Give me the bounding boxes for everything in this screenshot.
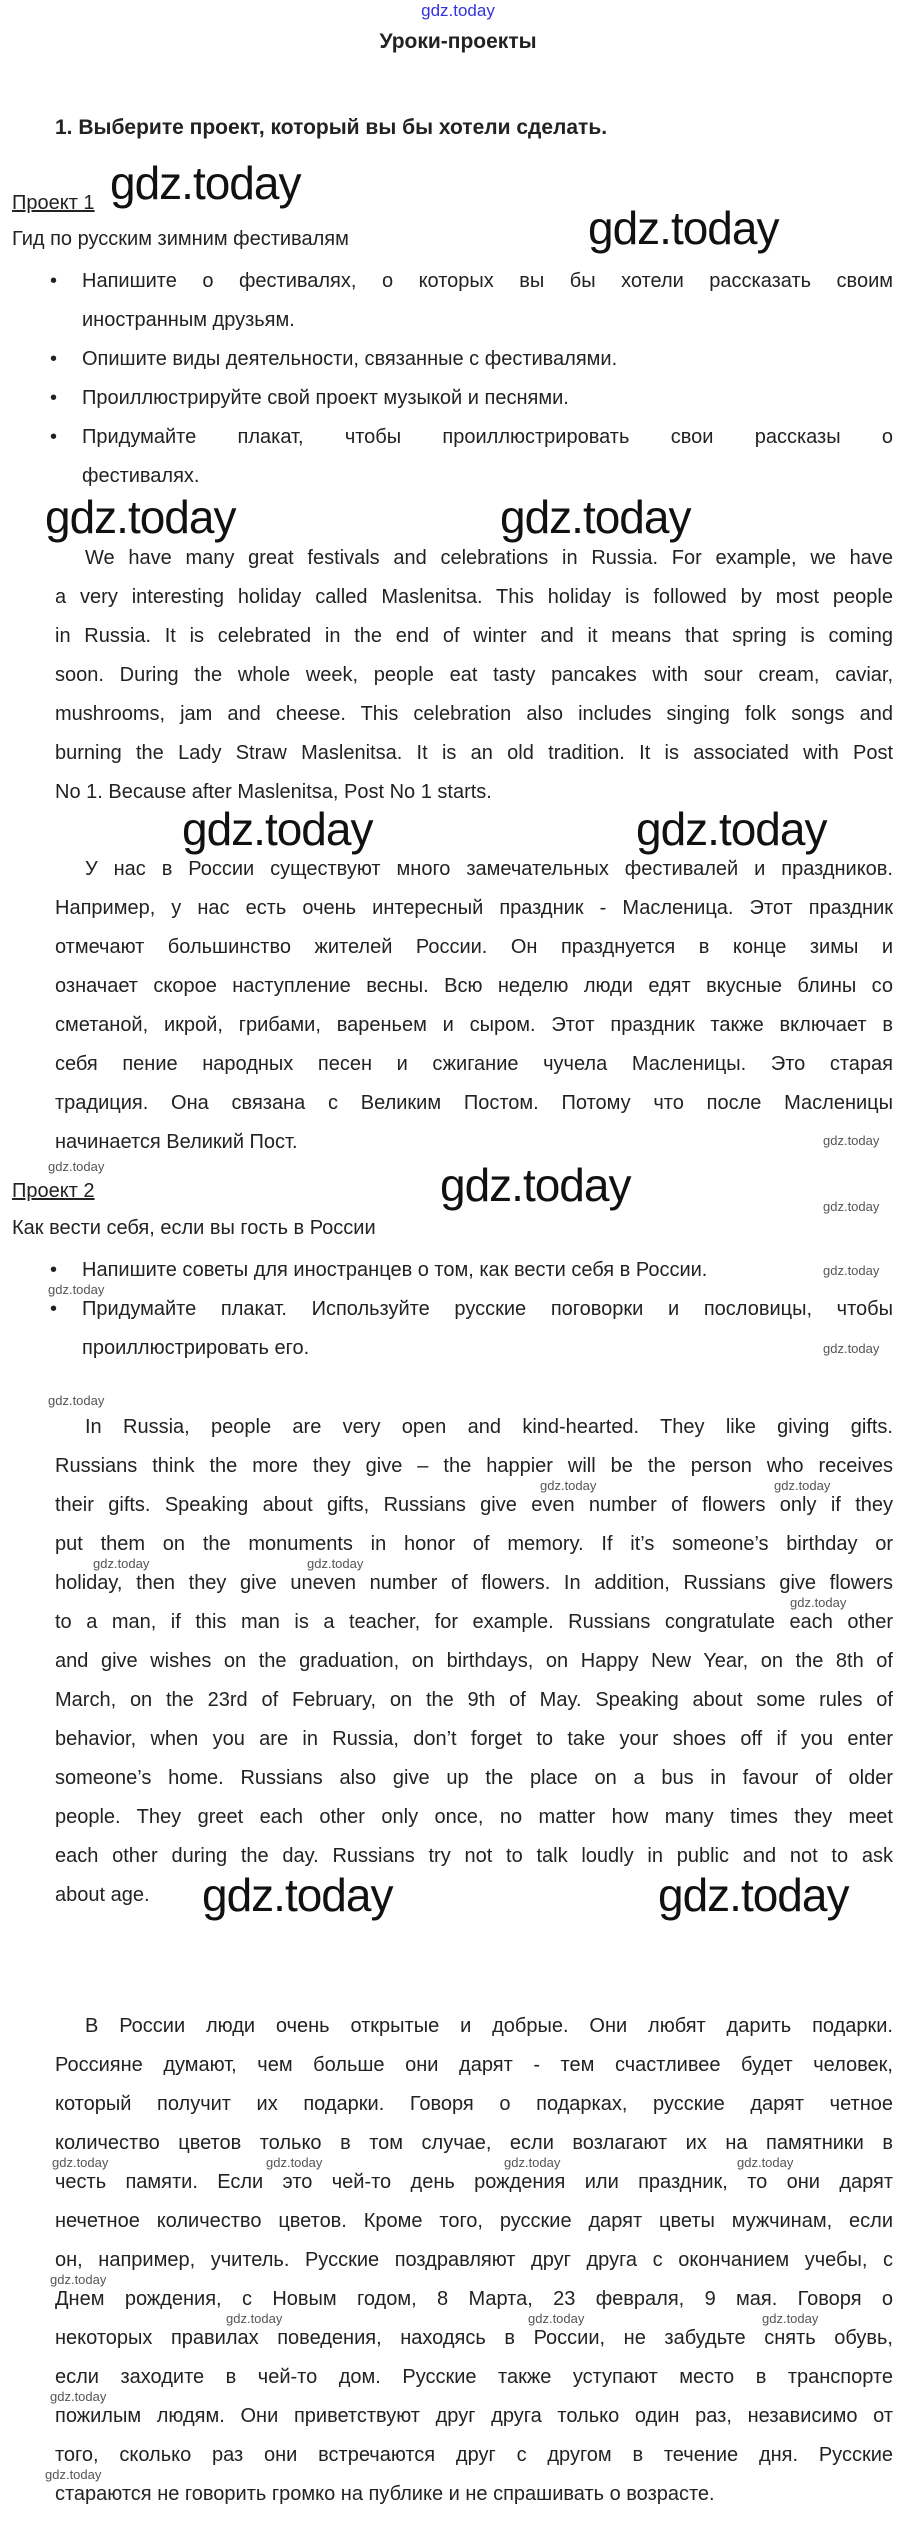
- text-line: [55, 1727, 893, 1751]
- text-line-content: soon. During the whole week, people eat tasty pancakes with sour cream, caviar,: [55, 664, 893, 686]
- project-1-subtitle: Гид по русским зимним фестивалям: [12, 228, 349, 250]
- text-line-content: Россияне думают, чем больше они дарят - тем счастливее будет человек,: [55, 2054, 893, 2076]
- watermark: gdz.today: [93, 1556, 150, 1571]
- text-line: [55, 1532, 893, 1556]
- text-line: [55, 1688, 893, 1712]
- text-line-content: in Russia. It is celebrated in the end of winter and it means that spring is coming: [55, 625, 893, 647]
- text-line: [82, 1258, 707, 1282]
- text-line: [55, 1844, 893, 1868]
- text-line: [55, 1493, 893, 1517]
- watermark: gdz.today: [50, 2389, 107, 2404]
- text-line: [55, 2092, 893, 2116]
- watermark: gdz.today: [48, 1159, 105, 1174]
- text-line-content: количество цветов только в том случае, если возлагают их на памятники в: [55, 2132, 893, 2154]
- text-line: [55, 2326, 893, 2350]
- watermark: gdz.today: [50, 2272, 107, 2287]
- text-line: [55, 2014, 893, 2038]
- text-line-content: Днем рождения, с Новым годом, 8 Марта, 23 февраля, 9 мая. Говоря о: [55, 2288, 893, 2310]
- text-line: [55, 780, 492, 804]
- project-1-text-en: [55, 546, 893, 819]
- text-line: [82, 1336, 309, 1360]
- watermark: gdz.today: [588, 202, 779, 254]
- watermark: gdz.today: [823, 1133, 880, 1148]
- text-line: [55, 1130, 298, 1154]
- text-line: [55, 1766, 893, 1790]
- watermark: gdz.today: [790, 1595, 847, 1610]
- text-line: [82, 464, 200, 488]
- text-line-content: стараются не говорить громко на публике и не спрашивать о возрасте.: [55, 2483, 715, 2505]
- text-line: [55, 2170, 893, 2194]
- watermark: gdz.today: [658, 1869, 849, 1921]
- text-line-content: У нас в России существуют много замечательных фестивалей и праздников.: [85, 858, 893, 880]
- project-2-label: Проект 2: [12, 1180, 95, 1202]
- watermark: gdz.today: [500, 491, 691, 543]
- watermark: gdz.today: [110, 157, 301, 209]
- bullet-item: [50, 425, 893, 488]
- bullet-item: [50, 386, 893, 410]
- text-line-content: Придумайте плакат, чтобы проиллюстрировать свои рассказы о: [82, 426, 893, 448]
- text-line-content: someone’s home. Russians also give up the place on a bus in favour of older: [55, 1767, 893, 1789]
- bullet-item: [50, 347, 893, 371]
- text-line: [55, 1091, 893, 1115]
- text-line: [55, 2053, 893, 2077]
- text-line-content: фестивалях.: [82, 465, 200, 487]
- text-line-content: burning the Lady Straw Maslenitsa. It is an old tradition. It is associated with Post: [55, 742, 893, 764]
- text-line-content: and give wishes on the graduation, on birthdays, on Happy New Year, on the 8th of: [55, 1650, 893, 1672]
- bullet-icon: •: [50, 348, 58, 370]
- watermark: gdz.today: [266, 2155, 323, 2170]
- text-line: [55, 663, 893, 687]
- text-line-content: нечетное количество цветов. Кроме того, русские дарят цветы мужчинам, если: [55, 2210, 893, 2232]
- text-line: [55, 1805, 893, 1829]
- watermark: gdz.today: [182, 803, 373, 855]
- text-line-content: Проиллюстрируйте свой проект музыкой и песнями.: [82, 387, 569, 409]
- text-line: [82, 269, 893, 293]
- watermark: gdz.today: [528, 2311, 585, 2326]
- watermark: gdz.today: [307, 1556, 364, 1571]
- bullet-item: [50, 1297, 893, 1360]
- text-line-content: пожилым людям. Они приветствуют друг друга только один раз, независимо от: [55, 2405, 893, 2427]
- watermark: gdz.today: [45, 2467, 102, 2482]
- text-line: [55, 2365, 893, 2389]
- text-line-content: a very interesting holiday called Maslenitsa. This holiday is followed by most people: [55, 586, 893, 608]
- text-line-content: their gifts. Speaking about gifts, Russians give even number of flowers only if they: [55, 1494, 893, 1516]
- text-line-content: people. They greet each other only once, no matter how many times they meet: [55, 1806, 893, 1828]
- bullet-item: [50, 269, 893, 332]
- text-line-content: put them on the monuments in honor of memory. If it’s someone’s birthday or: [55, 1533, 893, 1555]
- text-line: [82, 308, 295, 332]
- bullet-icon: •: [50, 270, 58, 292]
- text-line: [82, 386, 569, 410]
- text-line-content: Придумайте плакат. Используйте русские поговорки и пословицы, чтобы: [82, 1298, 893, 1320]
- watermark: gdz.today: [48, 1393, 105, 1408]
- text-line: [55, 2443, 893, 2467]
- bullet-item: [50, 1258, 893, 1282]
- text-line: [55, 1883, 150, 1907]
- text-line-content: того, сколько раз они встречаются друг с другом в течение дня. Русские: [55, 2444, 893, 2466]
- text-line-content: behavior, when you are in Russia, don’t forget to take your shoes off if you enter: [55, 1728, 893, 1750]
- watermark: gdz.today: [48, 1282, 105, 1297]
- project-2-subtitle: Как вести себя, если вы гость в России: [12, 1217, 376, 1239]
- text-line-content: We have many great festivals and celebrations in Russia. For example, we have: [85, 547, 893, 569]
- watermark: gdz.today: [504, 2155, 561, 2170]
- project-1-label: Проект 1: [12, 192, 95, 214]
- text-line: [55, 2404, 893, 2428]
- text-line: [55, 741, 893, 765]
- project-1-bullets: [50, 269, 893, 503]
- text-line-content: In Russia, people are very open and kind-hearted. They like giving gifts.: [85, 1416, 893, 1438]
- watermark: gdz.today: [440, 1159, 631, 1211]
- task-heading: 1. Выберите проект, который вы бы хотели сделать.: [55, 116, 608, 139]
- watermark: gdz.today: [45, 491, 236, 543]
- text-line: [55, 2248, 893, 2272]
- text-line-content: В России люди очень открытые и добрые. Они любят дарить подарки.: [85, 2015, 893, 2037]
- text-line-content: March, on the 23rd of February, on the 9th of May. Speaking about some rules of: [55, 1689, 893, 1711]
- text-line: [55, 1454, 893, 1478]
- text-line: [55, 1571, 893, 1595]
- text-line-content: Напишите о фестивалях, о которых вы бы хотели рассказать своим: [82, 270, 893, 292]
- text-line-content: себя пение народных песен и сжигание чучела Масленицы. Это старая: [55, 1053, 893, 1075]
- watermark: gdz.today: [823, 1199, 880, 1214]
- bullet-icon: •: [50, 426, 58, 448]
- text-line: [55, 1610, 893, 1634]
- bullet-icon: •: [50, 387, 58, 409]
- text-line: [55, 935, 893, 959]
- text-line: [55, 546, 893, 570]
- text-line: [55, 1649, 893, 1673]
- watermark: gdz.today: [52, 2155, 109, 2170]
- watermark: gdz.today: [774, 1478, 831, 1493]
- text-line-content: Например, у нас есть очень интересный праздник - Масленица. Этот праздник: [55, 897, 893, 919]
- text-line: [55, 2482, 715, 2506]
- project-1-text-ru: [55, 857, 893, 1169]
- text-line-content: честь памяти. Если это чей-то день рождения или праздник, то они дарят: [55, 2171, 893, 2193]
- text-line-content: holiday, then they give uneven number of flowers. In addition, Russians give flowers: [55, 1572, 893, 1594]
- text-line-content: сметаной, икрой, грибами, вареньем и сыром. Этот праздник также включает в: [55, 1014, 893, 1036]
- text-line-content: to a man, if this man is a teacher, for example. Russians congratulate each other: [55, 1611, 893, 1633]
- text-line-content: Russians think the more they give – the happier will be the person who receives: [55, 1455, 893, 1477]
- text-line: [55, 896, 893, 920]
- text-line-content: означает скорое наступление весны. Всю неделю люди едят вкусные блины со: [55, 975, 893, 997]
- text-line-content: он, например, учитель. Русские поздравляют друг друга с окончанием учебы, с: [55, 2249, 893, 2271]
- project-2-text-en: [55, 1415, 893, 1922]
- watermark: gdz.today: [823, 1263, 880, 1278]
- text-line: [82, 1297, 893, 1321]
- text-line: [55, 857, 893, 881]
- text-line: [55, 974, 893, 998]
- text-line: [55, 702, 893, 726]
- text-line-content: начинается Великий Пост.: [55, 1131, 298, 1153]
- watermark: gdz.today: [823, 1341, 880, 1356]
- text-line-content: Опишите виды деятельности, связанные с фестивалями.: [82, 348, 618, 370]
- text-line-content: No 1. Because after Maslenitsa, Post No 1 starts.: [55, 781, 492, 803]
- watermark: gdz.today: [636, 803, 827, 855]
- watermark: gdz.today: [762, 2311, 819, 2326]
- watermark: gdz.today: [226, 2311, 283, 2326]
- text-line: [55, 1013, 893, 1037]
- text-line-content: проиллюстрировать его.: [82, 1337, 310, 1359]
- text-line: [55, 624, 893, 648]
- project-2-text-ru: [55, 2014, 893, 2521]
- text-line-content: некоторых правилах поведения, находясь в России, не забудьте снять обувь,: [55, 2327, 893, 2349]
- text-line: [55, 2209, 893, 2233]
- text-line: [82, 347, 617, 371]
- watermark: gdz.today: [540, 1478, 597, 1493]
- bullet-icon: •: [50, 1298, 58, 1320]
- watermark: gdz.today: [202, 1869, 393, 1921]
- text-line: [55, 585, 893, 609]
- text-line: [55, 1052, 893, 1076]
- page-title: Уроки-проекты: [379, 30, 537, 53]
- text-line: [55, 1415, 893, 1439]
- text-line: [82, 425, 893, 449]
- text-line-content: отмечают большинство жителей России. Он празднуется в конце зимы и: [55, 936, 893, 958]
- text-line: [55, 2287, 893, 2311]
- text-line-content: about age.: [55, 1884, 150, 1906]
- text-line-content: each other during the day. Russians try not to talk loudly in public and not to ask: [55, 1845, 893, 1867]
- watermark-top: gdz.today: [421, 1, 495, 20]
- text-line-content: Напишите советы для иностранцев о том, как вести себя в России.: [82, 1259, 708, 1281]
- text-line: [55, 2131, 893, 2155]
- watermark: gdz.today: [737, 2155, 794, 2170]
- bullet-icon: •: [50, 1259, 58, 1281]
- text-line-content: который получит их подарки. Говоря о подарках, русские дарят четное: [55, 2093, 893, 2115]
- text-line-content: иностранным друзьям.: [82, 309, 295, 331]
- text-line-content: традиция. Она связана с Великим Постом. Потому что после Масленицы: [55, 1092, 893, 1114]
- text-line-content: mushrooms, jam and cheese. This celebration also includes singing folk songs and: [55, 703, 893, 725]
- text-line-content: если заходите в чей-то дом. Русские также уступают место в транспорте: [55, 2366, 893, 2388]
